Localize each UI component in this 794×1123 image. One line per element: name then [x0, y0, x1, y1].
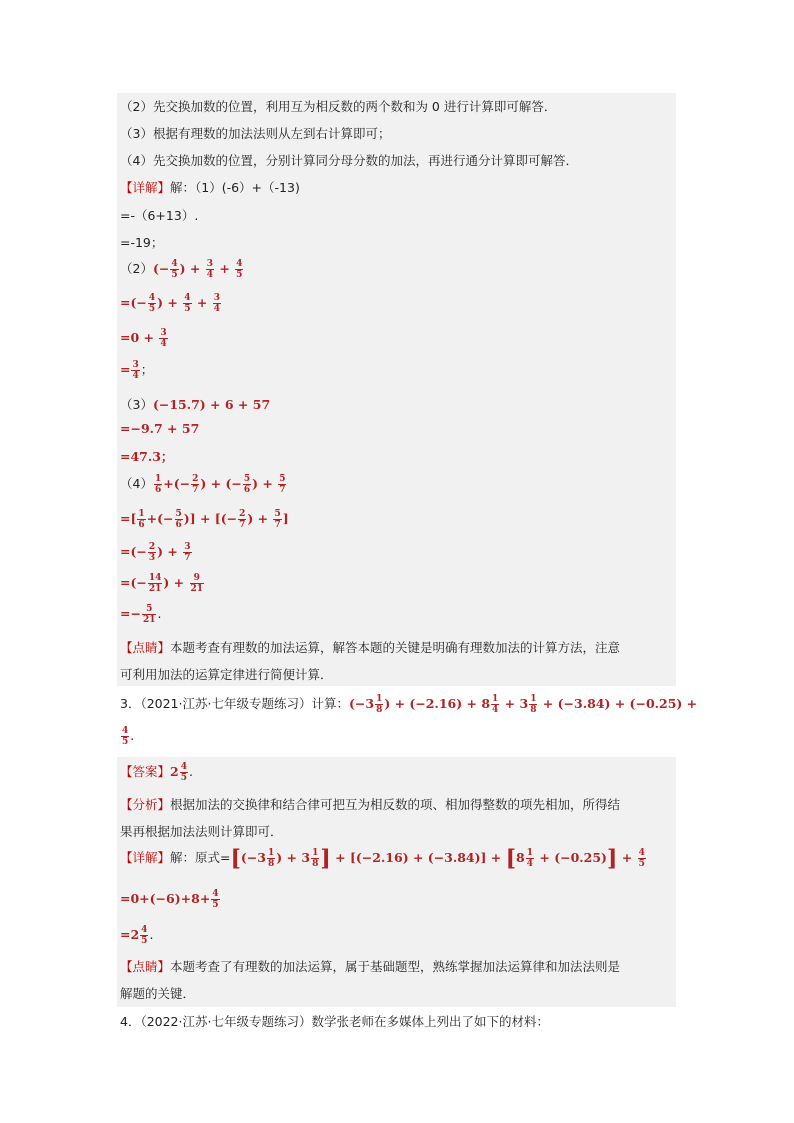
detail-q3-1: 【详解】解：原式=[(−3 $\frac{1}{8}$ ) + 3 $\frac{1}{8}$ ] + [(−2.16) + (−3.84)] + [8 $\frac{1}{4}$ + (−0.25)] + $\frac{4}{5}$ — [120, 845, 645, 872]
question-3-cont: $\frac{4}{5}$ . — [122, 726, 135, 747]
detail-q3-2: =0+(−6)+8+ $\frac{4}{5}$ — [120, 889, 219, 910]
question-4: 4．（2022·江苏·七年级专题练习）数学张老师在多媒体上列出了如下的材料： — [120, 1014, 549, 1029]
analysis-text-1: 根据加法的交换律和结合律可把互为相反数的项、相加得整数的项先相加，所得结 — [170, 797, 621, 812]
detail-intro-text: 解：（1）(-6）+（-13) — [170, 180, 300, 195]
step-2c: =0 + $\frac{3}{4}$ — [120, 328, 167, 349]
comment-tag: 【点睛】 — [120, 640, 171, 655]
comment-q3-tag: 【点睛】 — [120, 959, 171, 974]
part-4-label: （4） — [120, 476, 153, 491]
part-3-label: （3） — [120, 397, 153, 412]
step-3b: =−9.7 + 57 — [120, 421, 200, 436]
comment-q3-1 — [120, 957, 620, 975]
step-2d: = $\frac{3}{4}$ ； — [120, 360, 154, 381]
part-2-label: （2） — [120, 261, 153, 276]
comment-q3-text-1: 本题考查了有理数的加法运算，属于基础题型，熟练掌握加法运算律和加法法则是 — [170, 959, 621, 974]
step-4d: =(− $\frac{14}{21}$ ) + $\frac{9}{21}$ — [120, 573, 204, 594]
step-2a: （2）(− $\frac{4}{5}$ ) + $\frac{3}{4}$ + $\frac{4}{5}$ — [120, 259, 243, 280]
step-4b: =[ $\frac{1}{6}$ +(− $\frac{5}{6}$ )] + [(− $\frac{2}{7}$ ) + $\frac{5}{7}$ ] — [120, 509, 289, 530]
comment-q2-1 — [120, 638, 620, 656]
answer-tag: 【答案】 — [120, 764, 171, 779]
detail-intro — [120, 178, 300, 196]
analysis-q3-1 — [120, 795, 620, 813]
step-4a: （4） $\frac{1}{6}$ +(− $\frac{2}{7}$ ) + (− $\frac{5}{6}$ ) + $\frac{5}{7}$ — [120, 474, 286, 495]
hint-4: （4）先交换加数的位置，分别计算同分母分数的加法，再进行通分计算即可解答． — [120, 153, 578, 168]
analysis-q3-2: 果再根据加法法则计算即可． — [120, 824, 283, 839]
q3-prefix: 3．（2021·江苏·七年级专题练习）计算： — [120, 696, 349, 711]
step-4e: =− $\frac{5}{21}$ . — [120, 604, 162, 625]
step-3c: =47.3； — [120, 449, 174, 464]
step-1c: =-19； — [120, 235, 164, 250]
comment-q3-2: 解题的关键． — [120, 986, 196, 1001]
step-1b: =-（6+13）. — [120, 208, 199, 223]
hint-3: （3）根据有理数的加法法则从左到右计算即可； — [120, 126, 391, 141]
zero-plus: =0 + — [120, 330, 154, 345]
question-3: 3．（2021·江苏·七年级专题练习）计算：(−3 $\frac{1}{8}$ ) + (−2.16) + 8 $\frac{1}{4}$ + 3 $\frac{1}{8}$ + (−3.84) + (−0.25) + — [120, 694, 698, 715]
analysis-tag: 【分析】 — [120, 797, 171, 812]
step-2b: =(− $\frac{4}{5}$ ) + $\frac{4}{5}$ + $\frac{3}{4}$ — [120, 293, 220, 314]
answer-q3: 【答案】2 $\frac{4}{5}$ . — [120, 762, 193, 783]
detail-q3-tag: 【详解】 — [120, 850, 171, 865]
comment-text-1: 本题考查有理数的加法运算，解答本题的关键是明确有理数加法的计算方法，注意 — [170, 640, 621, 655]
step-3a-expr: (−15.7) + 6 + 57 — [152, 397, 271, 412]
detail-tag: 【详解】 — [120, 180, 171, 195]
step-4c: =(− $\frac{2}{3}$ ) + $\frac{3}{7}$ — [120, 542, 191, 563]
detail-q3-intro: 解：原式= — [170, 850, 231, 865]
detail-q3-3: =2 $\frac{4}{5}$ . — [120, 925, 154, 946]
hint-2: （2）先交换加数的位置，利用互为相反数的两个数和为 0 进行计算即可解答． — [120, 99, 557, 114]
step-3a — [120, 395, 270, 413]
comment-q2-2: 可利用加法的运算定律进行简便计算． — [120, 667, 333, 682]
